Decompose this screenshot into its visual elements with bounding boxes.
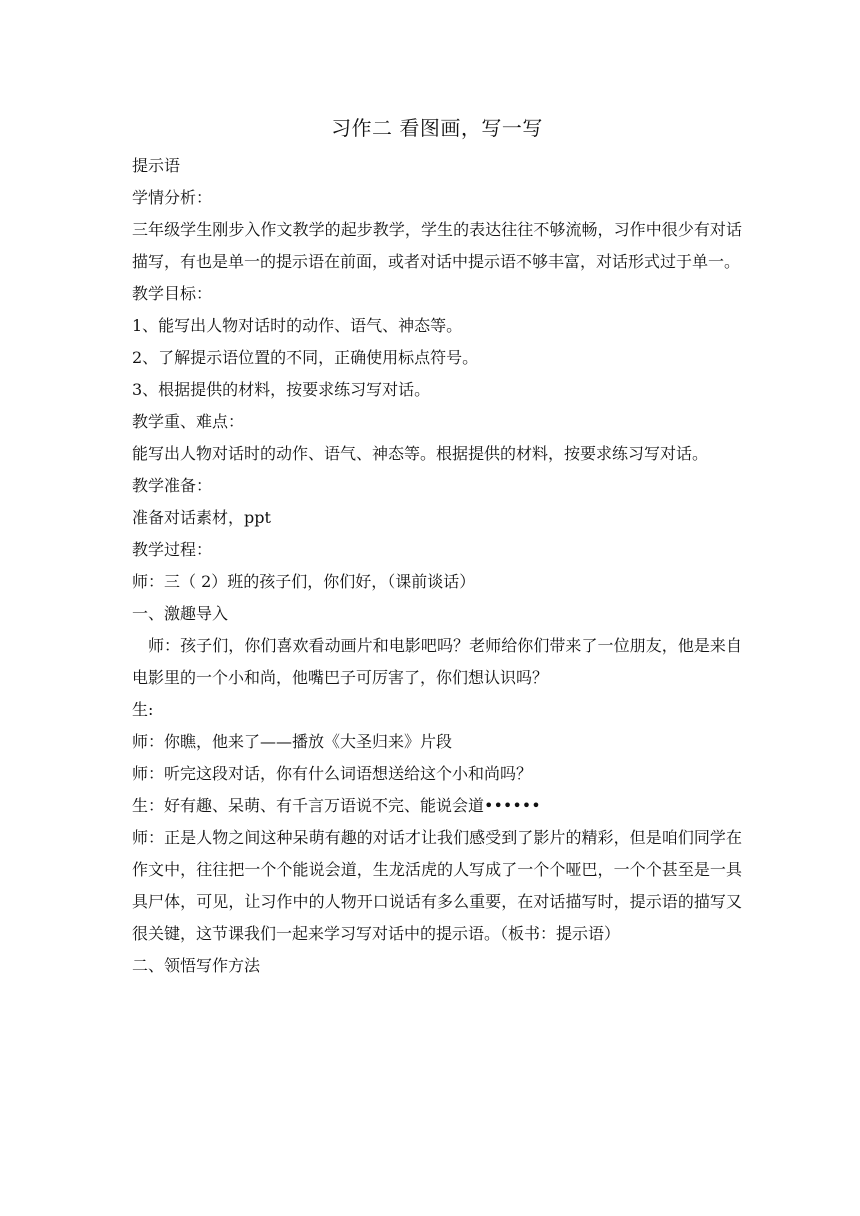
topic-label: 提示语: [132, 156, 181, 175]
document-title: 习作二 看图画，写一写: [331, 116, 543, 140]
dialogue-line: 生:: [132, 700, 154, 719]
dialogue-line: 师：三（ 2）班的孩子们，你们好，（课前谈话）: [132, 572, 476, 591]
dialogue-paragraph: 师：正是人物之间这种呆萌有趣的对话才让我们感受到了影片的精彩，但是咱们同学在作文中，往往把一个个能说会道，生龙活虎的人写成了一个个哑巴，一个个甚至是一具具尸体，可见，让习作中的人物开口说话有多么重要，在对话描写时，提示语的描写又很关键，这节课我们一起来学习写对话中的提示语。（板书：提示语）: [132, 828, 742, 943]
section-heading-preparation: 教学准备：: [132, 476, 213, 495]
section-heading-process: 教学过程：: [132, 540, 213, 559]
preparation-text: 准备对话素材，ppt: [132, 508, 271, 527]
section-heading-goals: 教学目标：: [132, 284, 213, 303]
analysis-paragraph: 三年级学生刚步入作文教学的起步教学，学生的表达往往不够流畅，习作中很少有对话描写，有也是单一的提示语在前面，或者对话中提示语不够丰富，对话形式过于单一。: [132, 220, 742, 271]
goal-item-2: 2、了解提示语位置的不同，正确使用标点符号。: [132, 348, 479, 367]
section-heading-analysis: 学情分析：: [132, 188, 213, 207]
section-heading-key-points: 教学重、难点：: [132, 412, 245, 431]
dialogue-line: 师：听完这段对话，你有什么词语想送给这个小和尚吗？: [132, 764, 533, 783]
dialogue-paragraph: 师：孩子们，你们喜欢看动画片和电影吧吗？老师给你们带来了一位朋友，他是来自电影里的一个小和尚，他嘴巴子可厉害了，你们想认识吗？: [132, 636, 742, 687]
document-page: [132, 108, 742, 982]
dialogue-line: 生：好有趣、呆萌、有千言万语说不完、能说会道••••••: [132, 796, 541, 815]
dialogue-line: 师：你瞧，他来了——播放《大圣归来》片段: [132, 732, 453, 751]
step-heading-2: 二、领悟写作方法: [132, 956, 261, 975]
goal-item-3: 3、根据提供的材料，按要求练习写对话。: [132, 380, 431, 399]
goal-item-1: 1、能写出人物对话时的动作、语气、神态等。: [132, 316, 463, 335]
step-heading-1: 一、激趣导入: [132, 604, 229, 623]
key-points-paragraph: 能写出人物对话时的动作、语气、神态等。根据提供的材料，按要求练习写对话。: [132, 444, 709, 463]
